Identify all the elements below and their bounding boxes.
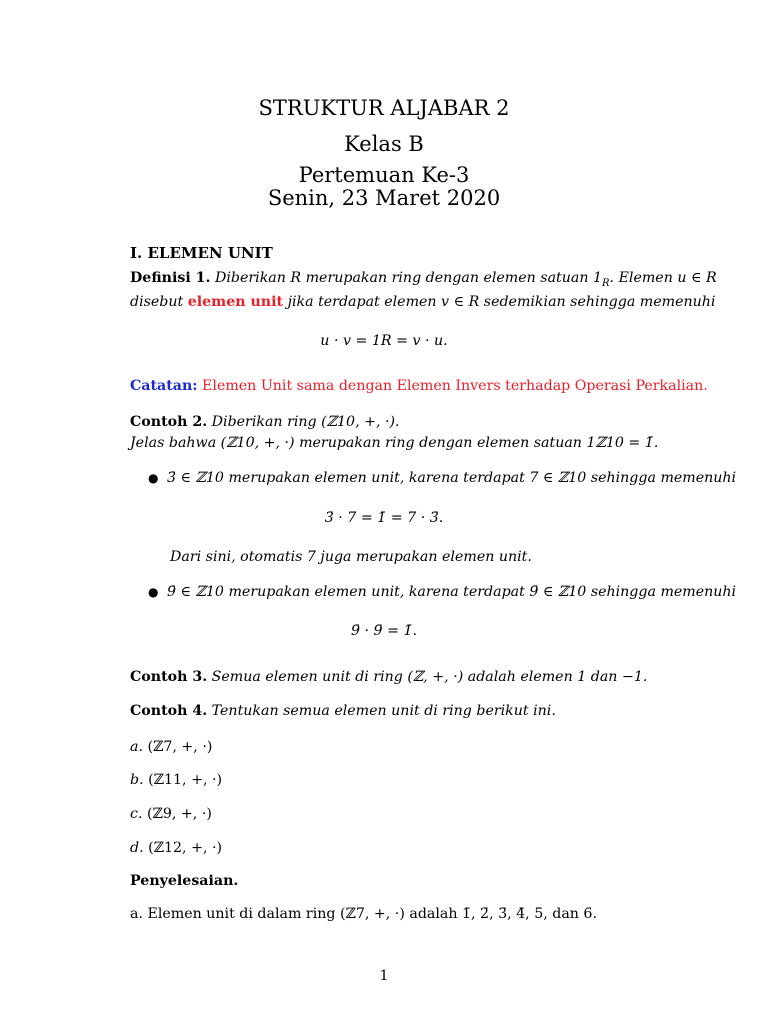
bullet-1-equation: 3̄ · 7̄ = 1̄ = 7̄ · 3̄. <box>324 510 444 526</box>
bullet-1 <box>148 470 736 486</box>
example2-label: Contoh 2. <box>130 414 208 430</box>
definition-line-2 <box>130 294 715 310</box>
item-letter: b. <box>130 772 144 788</box>
example4-item-d <box>130 840 222 856</box>
item-letter: d. <box>130 840 144 856</box>
example2-text: Diberikan ring (ℤ10, +, ·). <box>211 414 400 430</box>
item-ring: (ℤ12, +, ·) <box>148 840 223 856</box>
page-number: 1 <box>379 968 389 984</box>
solution-label: Penyelesaian. <box>130 873 239 889</box>
bullet-1-after: Dari sini, otomatis 7̄ juga merupakan elemen unit. <box>170 549 532 565</box>
example2-line-2: Jelas bahwa (ℤ10, +, ·) merupakan ring dengan elemen satuan 1ℤ10 = 1̄. <box>130 435 659 451</box>
example4-item-a <box>130 739 212 755</box>
example4-label: Contoh 4. <box>130 703 208 719</box>
note-label: Catatan: <box>130 378 198 394</box>
bullet-2-equation: 9̄ · 9̄ = 1̄. <box>350 623 418 639</box>
definition-term: elemen unit <box>187 294 284 310</box>
definition-text-1-end: . Elemen u ∈ R <box>609 270 717 286</box>
item-letter: a. <box>130 739 143 755</box>
example4-item-c <box>130 806 212 822</box>
example2-line-1 <box>130 414 400 430</box>
document-title: STRUKTUR ALJABAR 2 <box>258 96 510 120</box>
bullet-1-dot: ● <box>148 471 159 485</box>
definition-text-2-end: jika terdapat elemen v ∈ R sedemikian sehingga memenuhi <box>287 294 716 310</box>
definition-equation: u · v = 1R = v · u. <box>320 333 448 349</box>
item-ring: (ℤ9, +, ·) <box>146 806 212 822</box>
meeting-label: Pertemuan Ke-3 <box>298 163 470 187</box>
solution-a: a. Elemen unit di dalam ring (ℤ7, +, ·) adalah 1̄, 2̄, 3̄, 4̄, 5̄, dan 6̄. <box>130 906 597 922</box>
definition-line-1 <box>130 270 717 289</box>
definition-text-2-start: disebut <box>130 294 184 310</box>
example3-text: Semua elemen unit di ring (ℤ, +, ·) adalah elemen 1 dan −1. <box>211 669 648 685</box>
section-heading: I. ELEMEN UNIT <box>130 244 273 262</box>
definition-sub: R <box>602 277 610 289</box>
example4-text: Tentukan semua elemen unit di ring berikut ini. <box>211 703 556 719</box>
bullet-2-dot: ● <box>148 585 159 599</box>
definition-text-1: Diberikan R merupakan ring dengan elemen satuan 1 <box>215 270 603 286</box>
note-text: Elemen Unit sama dengan Elemen Invers terhadap Operasi Perkalian. <box>202 378 708 394</box>
definition-label: Definisi 1. <box>130 270 211 286</box>
bullet-2-text: 9̄ ∈ ℤ10 merupakan elemen unit, karena terdapat 9̄ ∈ ℤ10 sehingga memenuhi <box>167 584 737 600</box>
date-label: Senin, 23 Maret 2020 <box>267 186 501 210</box>
example3-label: Contoh 3. <box>130 669 208 685</box>
note-line <box>130 378 708 394</box>
example3-line <box>130 669 647 685</box>
example4-line <box>130 703 556 719</box>
example4-item-b <box>130 772 222 788</box>
item-letter: c. <box>130 806 143 822</box>
class-label: Kelas B <box>344 132 424 156</box>
bullet-1-text: 3̄ ∈ ℤ10 merupakan elemen unit, karena terdapat 7̄ ∈ ℤ10 sehingga memenuhi <box>167 470 737 486</box>
item-ring: (ℤ7, +, ·) <box>147 739 213 755</box>
item-ring: (ℤ11, +, ·) <box>148 772 223 788</box>
bullet-2 <box>148 584 736 600</box>
